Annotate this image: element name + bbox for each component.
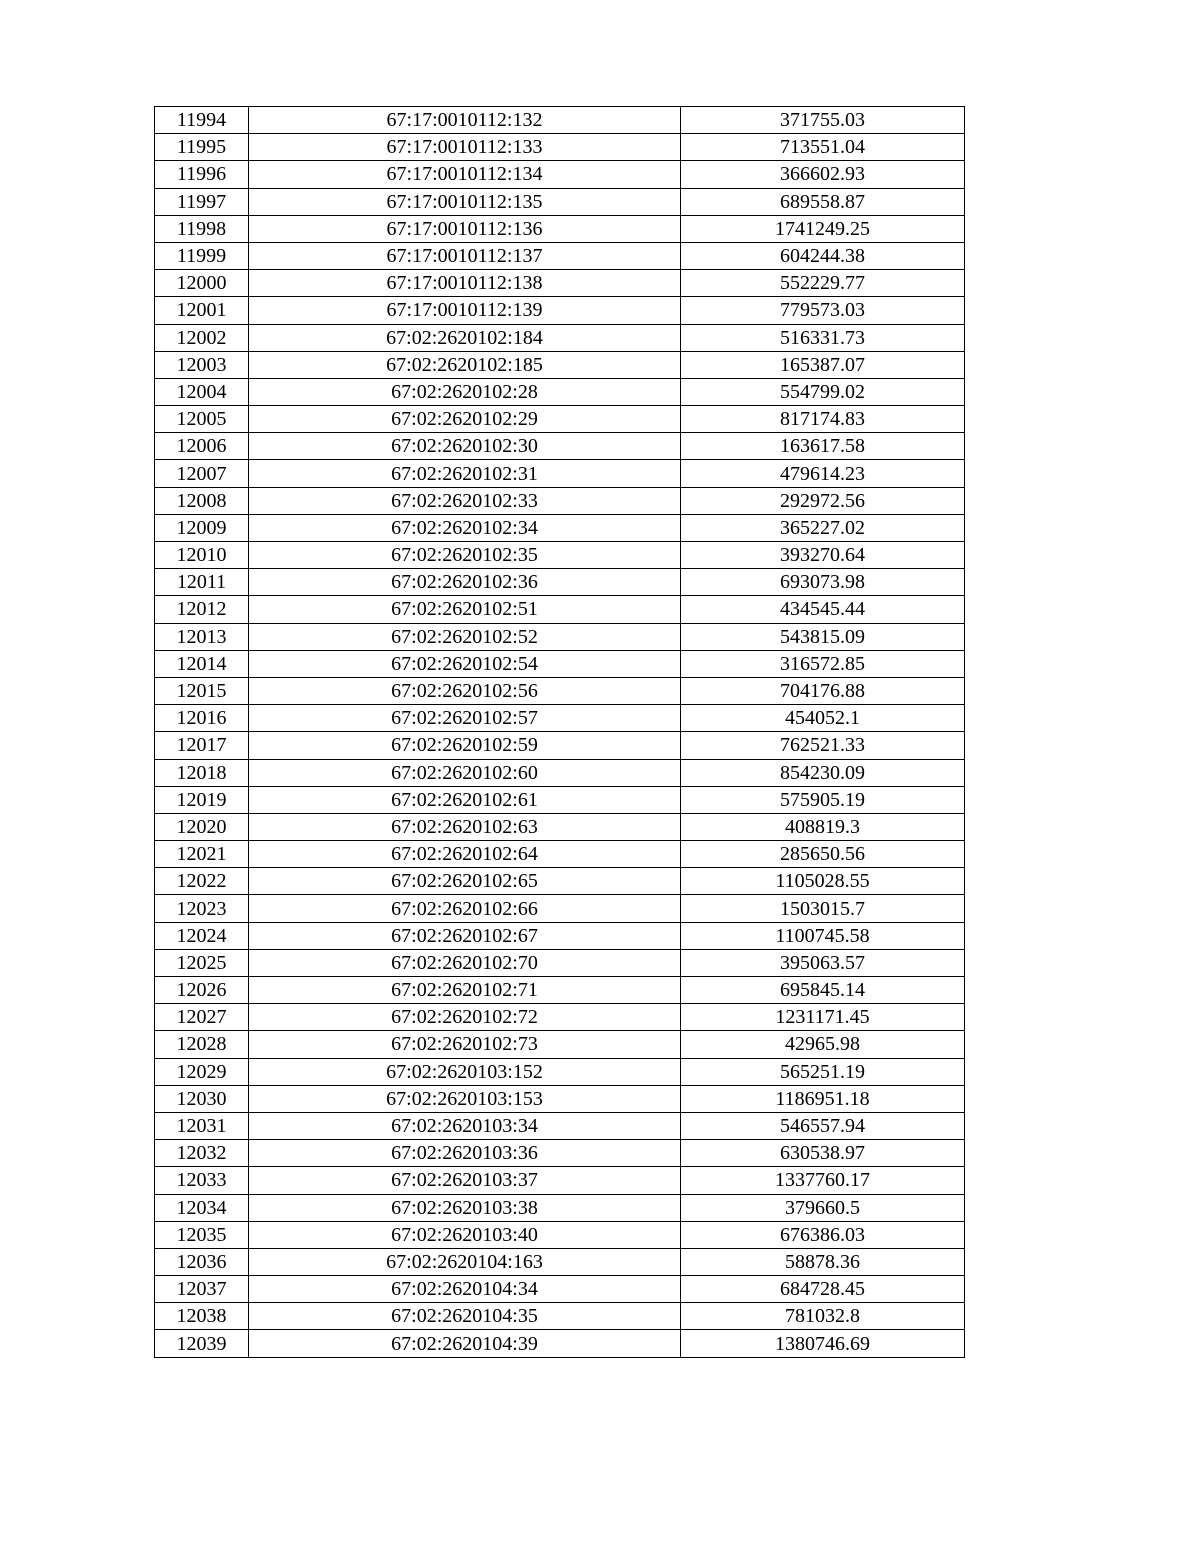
cadastral-number-cell: 67:02:2620102:33: [249, 487, 681, 514]
row-number-cell: 12014: [155, 650, 249, 677]
row-number-cell: 12017: [155, 732, 249, 759]
row-number-cell: 12034: [155, 1194, 249, 1221]
cadastral-value-cell: 395063.57: [681, 949, 965, 976]
row-number-cell: 12035: [155, 1221, 249, 1248]
cadastral-value-cell: 393270.64: [681, 542, 965, 569]
row-number-cell: 12006: [155, 433, 249, 460]
table-row: [155, 514, 965, 541]
cadastral-value-cell: 366602.93: [681, 161, 965, 188]
table-row: [155, 406, 965, 433]
cadastral-value-cell: 365227.02: [681, 514, 965, 541]
row-number-cell: 11994: [155, 107, 249, 134]
row-number-cell: 12023: [155, 895, 249, 922]
cadastral-value-cell: 565251.19: [681, 1058, 965, 1085]
table-row: [155, 922, 965, 949]
cadastral-number-cell: 67:02:2620102:66: [249, 895, 681, 922]
cadastral-value-cell: 1503015.7: [681, 895, 965, 922]
table-row: [155, 1112, 965, 1139]
cadastral-value-cell: 781032.8: [681, 1303, 965, 1330]
row-number-cell: 12033: [155, 1167, 249, 1194]
row-number-cell: 12007: [155, 460, 249, 487]
row-number-cell: 12018: [155, 759, 249, 786]
table-row: [155, 215, 965, 242]
row-number-cell: 12025: [155, 949, 249, 976]
row-number-cell: 12031: [155, 1112, 249, 1139]
cadastral-value-cell: 285650.56: [681, 841, 965, 868]
table-row: [155, 623, 965, 650]
cadastral-number-cell: 67:02:2620102:60: [249, 759, 681, 786]
cadastral-number-cell: 67:02:2620102:29: [249, 406, 681, 433]
row-number-cell: 12039: [155, 1330, 249, 1357]
row-number-cell: 12024: [155, 922, 249, 949]
table-row: [155, 351, 965, 378]
row-number-cell: 12029: [155, 1058, 249, 1085]
cadastral-value-cell: 165387.07: [681, 351, 965, 378]
row-number-cell: 12026: [155, 977, 249, 1004]
table-row: [155, 650, 965, 677]
cadastral-number-cell: 67:02:2620102:65: [249, 868, 681, 895]
cadastral-value-cell: 546557.94: [681, 1112, 965, 1139]
cadastral-value-cell: 1100745.58: [681, 922, 965, 949]
cadastral-value-cell: 689558.87: [681, 188, 965, 215]
cadastral-number-cell: 67:02:2620102:30: [249, 433, 681, 460]
cadastral-number-cell: 67:02:2620102:35: [249, 542, 681, 569]
table-row: [155, 841, 965, 868]
table-row: [155, 1303, 965, 1330]
row-number-cell: 12000: [155, 270, 249, 297]
cadastral-value-cell: 1105028.55: [681, 868, 965, 895]
table-row: [155, 1194, 965, 1221]
table-row: [155, 161, 965, 188]
table-row: [155, 813, 965, 840]
table-row: [155, 569, 965, 596]
table-row: [155, 242, 965, 269]
row-number-cell: 11995: [155, 134, 249, 161]
cadastral-value-cell: 552229.77: [681, 270, 965, 297]
cadastral-value-cell: 695845.14: [681, 977, 965, 1004]
table-row: [155, 1058, 965, 1085]
cadastral-number-cell: 67:02:2620104:35: [249, 1303, 681, 1330]
cadastral-number-cell: 67:02:2620102:51: [249, 596, 681, 623]
cadastral-number-cell: 67:02:2620102:72: [249, 1004, 681, 1031]
cadastral-value-cell: 42965.98: [681, 1031, 965, 1058]
cadastral-value-cell: 817174.83: [681, 406, 965, 433]
cadastral-number-cell: 67:02:2620102:28: [249, 378, 681, 405]
cadastral-value-cell: 1741249.25: [681, 215, 965, 242]
cadastral-value-cell: 58878.36: [681, 1248, 965, 1275]
row-number-cell: 11999: [155, 242, 249, 269]
table-row: [155, 1031, 965, 1058]
table-row: [155, 188, 965, 215]
cadastral-number-cell: 67:17:0010112:136: [249, 215, 681, 242]
cadastral-value-cell: 693073.98: [681, 569, 965, 596]
table-row: [155, 895, 965, 922]
cadastral-number-cell: 67:17:0010112:137: [249, 242, 681, 269]
row-number-cell: 12011: [155, 569, 249, 596]
row-number-cell: 12032: [155, 1140, 249, 1167]
cadastral-number-cell: 67:02:2620102:64: [249, 841, 681, 868]
cadastral-number-cell: 67:17:0010112:138: [249, 270, 681, 297]
cadastral-value-cell: 1337760.17: [681, 1167, 965, 1194]
cadastral-value-cell: 316572.85: [681, 650, 965, 677]
cadastral-number-cell: 67:02:2620103:37: [249, 1167, 681, 1194]
cadastral-number-cell: 67:02:2620104:163: [249, 1248, 681, 1275]
table-row: [155, 270, 965, 297]
row-number-cell: 12016: [155, 705, 249, 732]
table-row: [155, 1248, 965, 1275]
table-row: [155, 542, 965, 569]
table-row: [155, 1221, 965, 1248]
cadastral-number-cell: 67:02:2620102:31: [249, 460, 681, 487]
cadastral-value-cell: 163617.58: [681, 433, 965, 460]
cadastral-number-cell: 67:02:2620102:63: [249, 813, 681, 840]
row-number-cell: 12001: [155, 297, 249, 324]
cadastral-number-cell: 67:02:2620103:152: [249, 1058, 681, 1085]
row-number-cell: 12037: [155, 1276, 249, 1303]
cadastral-value-cell: 575905.19: [681, 786, 965, 813]
cadastral-number-cell: 67:02:2620102:59: [249, 732, 681, 759]
cadastral-value-cell: 408819.3: [681, 813, 965, 840]
cadastral-number-cell: 67:17:0010112:134: [249, 161, 681, 188]
table-row: [155, 949, 965, 976]
row-number-cell: 12009: [155, 514, 249, 541]
cadastral-number-cell: 67:02:2620102:36: [249, 569, 681, 596]
table-row: [155, 1085, 965, 1112]
table-row: [155, 868, 965, 895]
table-row: [155, 786, 965, 813]
cadastral-number-cell: 67:17:0010112:133: [249, 134, 681, 161]
row-number-cell: 12003: [155, 351, 249, 378]
row-number-cell: 11996: [155, 161, 249, 188]
cadastral-number-cell: 67:17:0010112:132: [249, 107, 681, 134]
table-row: [155, 378, 965, 405]
cadastral-number-cell: 67:02:2620103:40: [249, 1221, 681, 1248]
cadastral-value-cell: 516331.73: [681, 324, 965, 351]
cadastral-number-cell: 67:02:2620103:34: [249, 1112, 681, 1139]
cadastral-number-cell: 67:02:2620102:185: [249, 351, 681, 378]
cadastral-value-cell: 543815.09: [681, 623, 965, 650]
row-number-cell: 12038: [155, 1303, 249, 1330]
cadastral-value-cell: 1231171.45: [681, 1004, 965, 1031]
cadastral-number-cell: 67:17:0010112:139: [249, 297, 681, 324]
row-number-cell: 12028: [155, 1031, 249, 1058]
cadastral-number-cell: 67:02:2620102:56: [249, 677, 681, 704]
table-row: [155, 487, 965, 514]
row-number-cell: 12013: [155, 623, 249, 650]
row-number-cell: 12027: [155, 1004, 249, 1031]
table-row: [155, 297, 965, 324]
row-number-cell: 12020: [155, 813, 249, 840]
row-number-cell: 11997: [155, 188, 249, 215]
cadastral-value-cell: 604244.38: [681, 242, 965, 269]
cadastral-value-table: [154, 106, 965, 1358]
cadastral-number-cell: 67:02:2620102:70: [249, 949, 681, 976]
cadastral-number-cell: 67:02:2620102:184: [249, 324, 681, 351]
cadastral-value-cell: 779573.03: [681, 297, 965, 324]
row-number-cell: 12005: [155, 406, 249, 433]
cadastral-number-cell: 67:17:0010112:135: [249, 188, 681, 215]
table-row: [155, 705, 965, 732]
cadastral-number-cell: 67:02:2620103:38: [249, 1194, 681, 1221]
cadastral-value-cell: 854230.09: [681, 759, 965, 786]
cadastral-number-cell: 67:02:2620104:39: [249, 1330, 681, 1357]
cadastral-value-cell: 379660.5: [681, 1194, 965, 1221]
table-row: [155, 107, 965, 134]
table-row: [155, 1276, 965, 1303]
row-number-cell: 12019: [155, 786, 249, 813]
cadastral-value-cell: 1380746.69: [681, 1330, 965, 1357]
table-row: [155, 1140, 965, 1167]
cadastral-value-cell: 479614.23: [681, 460, 965, 487]
table-row: [155, 677, 965, 704]
cadastral-number-cell: 67:02:2620103:36: [249, 1140, 681, 1167]
row-number-cell: 12036: [155, 1248, 249, 1275]
table-row: [155, 134, 965, 161]
cadastral-number-cell: 67:02:2620102:54: [249, 650, 681, 677]
table-row: [155, 1167, 965, 1194]
cadastral-value-cell: 454052.1: [681, 705, 965, 732]
row-number-cell: 12021: [155, 841, 249, 868]
cadastral-number-cell: 67:02:2620102:34: [249, 514, 681, 541]
row-number-cell: 12002: [155, 324, 249, 351]
cadastral-value-cell: 704176.88: [681, 677, 965, 704]
table-row: [155, 460, 965, 487]
table-row: [155, 1004, 965, 1031]
table-row: [155, 759, 965, 786]
table-row: [155, 596, 965, 623]
cadastral-number-cell: 67:02:2620103:153: [249, 1085, 681, 1112]
cadastral-value-cell: 676386.03: [681, 1221, 965, 1248]
cadastral-number-cell: 67:02:2620102:67: [249, 922, 681, 949]
cadastral-number-cell: 67:02:2620102:57: [249, 705, 681, 732]
table-body: [155, 107, 965, 1358]
table-row: [155, 433, 965, 460]
cadastral-number-cell: 67:02:2620102:73: [249, 1031, 681, 1058]
row-number-cell: 12012: [155, 596, 249, 623]
cadastral-value-cell: 684728.45: [681, 1276, 965, 1303]
cadastral-value-cell: 762521.33: [681, 732, 965, 759]
row-number-cell: 12022: [155, 868, 249, 895]
cadastral-number-cell: 67:02:2620104:34: [249, 1276, 681, 1303]
table-row: [155, 1330, 965, 1357]
row-number-cell: 12004: [155, 378, 249, 405]
row-number-cell: 12010: [155, 542, 249, 569]
cadastral-value-cell: 292972.56: [681, 487, 965, 514]
cadastral-value-cell: 1186951.18: [681, 1085, 965, 1112]
cadastral-value-cell: 630538.97: [681, 1140, 965, 1167]
cadastral-value-cell: 713551.04: [681, 134, 965, 161]
cadastral-number-cell: 67:02:2620102:71: [249, 977, 681, 1004]
cadastral-value-cell: 434545.44: [681, 596, 965, 623]
row-number-cell: 12030: [155, 1085, 249, 1112]
row-number-cell: 11998: [155, 215, 249, 242]
row-number-cell: 12008: [155, 487, 249, 514]
cadastral-number-cell: 67:02:2620102:52: [249, 623, 681, 650]
table-row: [155, 977, 965, 1004]
cadastral-number-cell: 67:02:2620102:61: [249, 786, 681, 813]
table-row: [155, 324, 965, 351]
row-number-cell: 12015: [155, 677, 249, 704]
cadastral-value-cell: 371755.03: [681, 107, 965, 134]
cadastral-value-cell: 554799.02: [681, 378, 965, 405]
table-row: [155, 732, 965, 759]
